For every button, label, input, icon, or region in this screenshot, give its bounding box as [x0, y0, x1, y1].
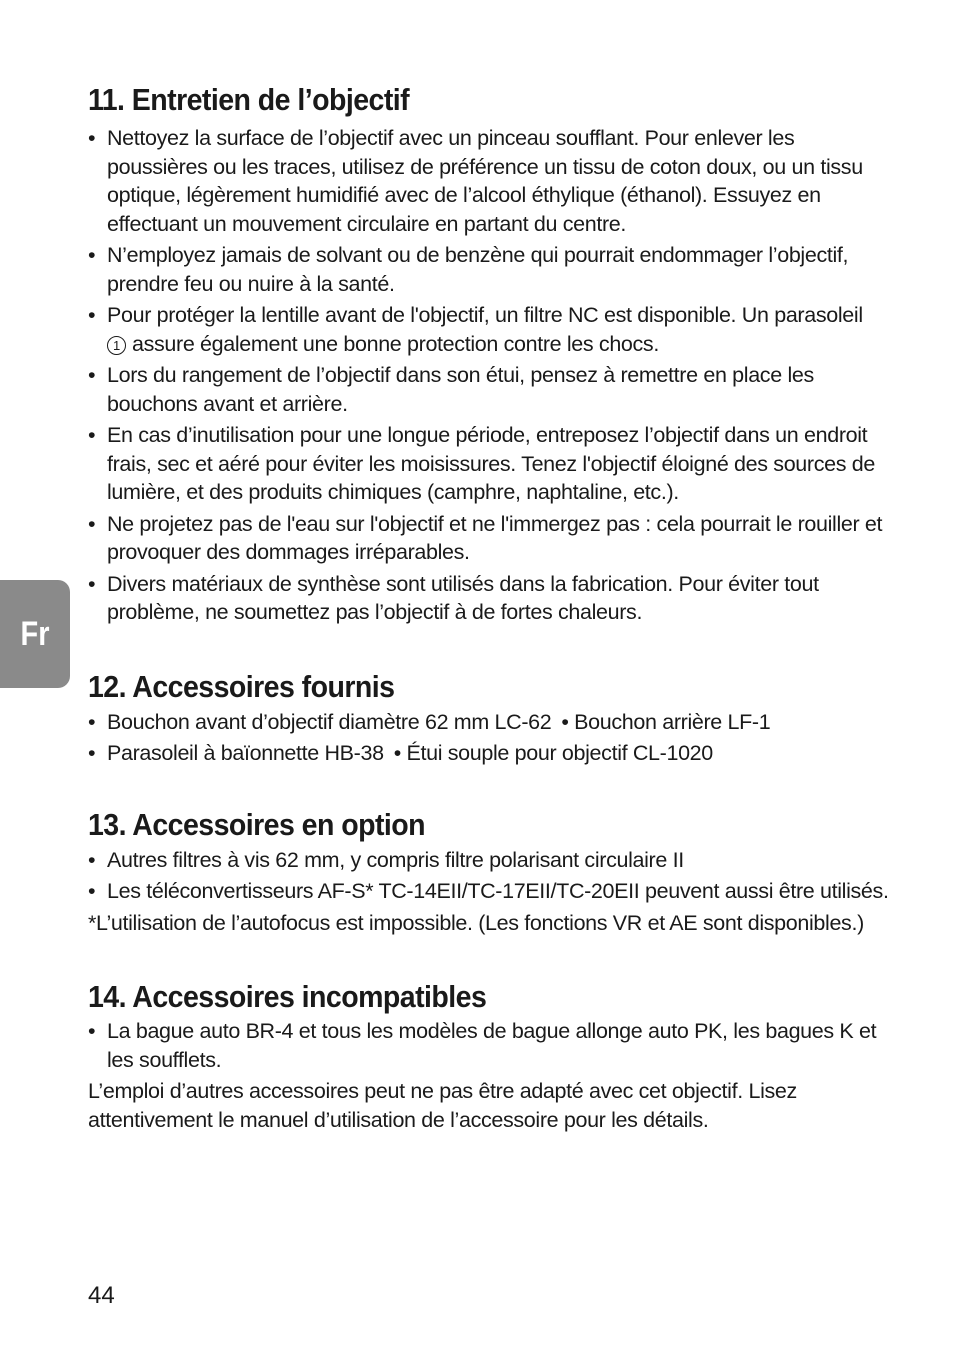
list-item: • Les téléconvertisseurs AF-S* TC-14EII/TC-17EII/TC-20EII peuvent aussi être utilisés.	[88, 877, 894, 906]
section-lens-care	[88, 80, 894, 627]
section-incompatible-accessories	[88, 977, 894, 1134]
callout-marker: 1	[107, 336, 126, 355]
list-item-text: • Parasoleil à baïonnette HB-38	[107, 741, 384, 765]
page-number: 44	[88, 1282, 115, 1309]
list-item-text: Étui souple pour objectif CL-1020	[406, 741, 713, 765]
list-item-text: assure également une bonne protection contre les chocs.	[132, 331, 659, 356]
section-optional-accessories	[88, 805, 894, 938]
bullet-list	[88, 708, 894, 768]
inline-sub-item: • Étui souple pour objectif CL-1020	[393, 741, 713, 765]
inline-row	[107, 739, 894, 768]
footnote: *L’utilisation de l’autofocus est impossible. (Les fonctions VR et AE sont disponibles.)	[88, 910, 864, 935]
paragraph: L’emploi d’autres accessoires peut ne pas être adapté avec cet objectif. Lisez attentivement le manuel d’utilisation de l’accessoire pour les détails.	[88, 1079, 797, 1132]
list-item-text: Bouchon arrière LF-1	[574, 709, 771, 734]
language-tab-label: Fr	[20, 614, 50, 653]
list-item: • N’employez jamais de solvant ou de benzène qui pourrait endommager l’objectif, prendre feu ou nuire à la santé.	[88, 241, 894, 298]
list-item	[88, 739, 894, 768]
bullet-list	[88, 846, 894, 906]
inline-row	[107, 708, 894, 737]
bullet-list	[88, 1017, 894, 1074]
list-item	[88, 708, 894, 737]
section-supplied-accessories	[88, 667, 894, 768]
section-heading-incompatible-accessories: 14. Accessoires incompatibles	[88, 979, 487, 1014]
section-heading-optional-accessories: 13. Accessoires en option	[88, 806, 426, 842]
list-item: • La bague auto BR-4 et tous les modèles de bague allonge auto PK, les bagues K et les soufflets.	[88, 1017, 894, 1074]
list-item: • Ne projetez pas de l'eau sur l'objectif et ne l'immergez pas : cela pourrait le rouiller et provoquer des dommages irréparables.	[88, 510, 894, 567]
list-item: • Divers matériaux de synthèse sont utilisés dans la fabrication. Pour éviter tout problème, ne soumettez pas l’objectif à de fortes chaleurs.	[88, 570, 894, 627]
bullet-list	[88, 124, 894, 627]
list-item-text: Pour protéger la lentille avant de l'objectif, un filtre NC est disponible. Un parasoleil	[107, 303, 863, 327]
section-heading-supplied-accessories: 12. Accessoires fournis	[88, 668, 395, 704]
section-heading-lens-care: 11. Entretien de l’objectif	[88, 82, 410, 117]
inline-sub-item: • Bouchon arrière LF-1	[561, 709, 771, 734]
list-item-text: • Bouchon avant d’objectif diamètre 62 mm LC-62	[107, 709, 552, 734]
language-tab	[0, 580, 70, 688]
list-item: • Autres filtres à vis 62 mm, y compris filtre polarisant circulaire II	[88, 846, 894, 875]
list-item: • Lors du rangement de l’objectif dans son étui, pensez à remettre en place les bouchons avant et arrière.	[88, 361, 894, 418]
list-item: • En cas d’inutilisation pour une longue période, entreposez l’objectif dans un endroit frais, sec et aéré pour éviter les moisissures. Tenez l'objectif éloigné des sources de lumière, et des produits chimiques (camphre, naphtaline, etc.).	[88, 421, 894, 507]
list-item	[88, 301, 894, 358]
list-item: • Nettoyez la surface de l’objectif avec un pinceau soufflant. Pour enlever les poussières ou les traces, utilisez de préférence un tissu de coton doux, ou un tissu optique, légèrement humidifié avec de l’alcool éthylique (éthanol). Essuyez en effectuant un mouvement circulaire en partant du centre.	[88, 124, 894, 238]
page-content	[88, 80, 894, 1134]
